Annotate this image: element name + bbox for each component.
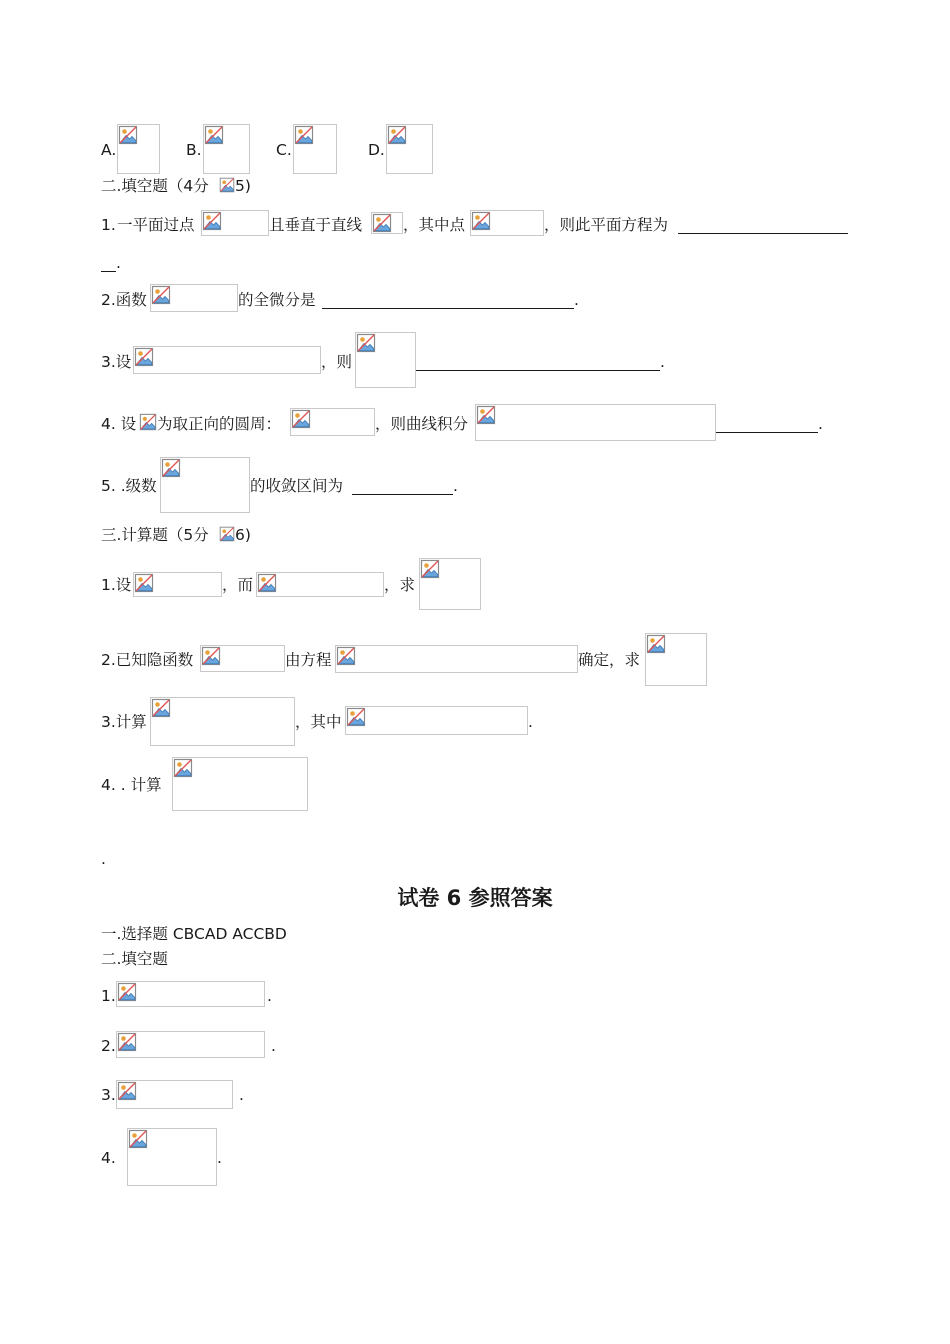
option-c-image: [293, 124, 337, 174]
q2-4-text-3: ，则曲线积分: [375, 415, 469, 433]
broken-image-icon: [204, 125, 224, 145]
broken-image-icon: [151, 698, 171, 718]
q3-1-text-3: ，求: [384, 576, 416, 594]
q3-1-image-given: [133, 572, 222, 597]
broken-image-icon: [134, 573, 154, 593]
q3-3-text-2: ，其中: [295, 713, 342, 731]
q2-4-text-1: 4. 设: [101, 415, 137, 433]
option-b-image: [203, 124, 250, 174]
answer-3-end: .: [239, 1086, 244, 1104]
q2-1-number: 1.: [101, 216, 116, 234]
q3-3-text-1: 3.计算: [101, 713, 147, 731]
answer-3-image: [116, 1080, 233, 1109]
q2-4-text-4: .: [818, 415, 823, 433]
broken-image-icon: [471, 211, 491, 231]
q2-1-text-1: 一平面过点: [117, 216, 195, 234]
q3-3-image-region: [345, 706, 528, 735]
section-2-header-left: 二.填空题（4分: [101, 177, 209, 195]
answer-4-image: [127, 1128, 217, 1186]
broken-image-icon: [372, 213, 392, 233]
q2-4-image-circle: [290, 408, 375, 436]
q2-1-text-5: .: [116, 254, 121, 272]
answer-4-label: 4.: [101, 1149, 116, 1167]
section-2-header-right: 5): [235, 177, 251, 195]
separator-dot: .: [101, 850, 106, 868]
broken-image-icon: [128, 1129, 148, 1149]
broken-image-icon: [646, 634, 666, 654]
broken-image-icon: [173, 758, 193, 778]
broken-image-icon: [161, 458, 181, 478]
broken-image-icon: [117, 982, 137, 1002]
q2-2-text-2: 的全微分是: [238, 291, 316, 309]
q2-1-image-line: [371, 212, 403, 234]
answers-multiple-choice: 一.选择题 CBCAD ACCBD: [101, 925, 287, 943]
q2-5-text-2: 的收敛区间为: [250, 477, 344, 495]
section-3-header-left: 三.计算题（5分: [101, 526, 209, 544]
answer-1-end: .: [267, 987, 272, 1005]
q3-1-text-1: 1.设: [101, 576, 132, 594]
broken-image-icon: [420, 559, 440, 579]
q2-1-answer-blank-cont: [101, 271, 116, 272]
broken-image-icon: [257, 573, 277, 593]
q2-5-text-1: 5. .级数: [101, 477, 157, 495]
q2-4-image-integral: [475, 404, 716, 441]
q3-4-text-1: 4. . 计算: [101, 776, 162, 794]
answers-title: 试卷 6 参照答案: [397, 886, 553, 910]
q2-1-text-3: ，其中点: [403, 216, 466, 234]
broken-image-icon: [294, 125, 314, 145]
q2-5-text-3: .: [453, 477, 458, 495]
broken-image-icon: [219, 176, 235, 194]
broken-image-icon: [346, 707, 366, 727]
broken-image-icon: [291, 409, 311, 429]
section-3-header-image: [219, 525, 235, 545]
option-c-label: C.: [276, 141, 292, 159]
q3-2-text-3: 确定，求: [578, 651, 641, 669]
broken-image-icon: [202, 211, 222, 231]
broken-image-icon: [117, 1081, 137, 1101]
section-2-header-image: [219, 176, 235, 196]
q2-1-image-point: [201, 210, 269, 236]
q2-1-text-2: 且垂直于直线: [269, 216, 363, 234]
answer-1-image: [116, 981, 265, 1007]
answer-3-label: 3.: [101, 1086, 116, 1104]
q2-3-image-given: [133, 346, 321, 374]
q3-3-image-integral: [150, 697, 295, 746]
broken-image-icon: [476, 405, 496, 425]
q2-3-text-3: .: [660, 353, 665, 371]
q2-4-image-curve: [139, 413, 157, 433]
q2-2-image-function: [150, 284, 238, 312]
broken-image-icon: [387, 125, 407, 145]
q2-1-text-4: ，则此平面方程为: [544, 216, 669, 234]
option-d-label: D.: [368, 141, 385, 159]
broken-image-icon: [219, 525, 235, 543]
q2-3-answer-blank: [416, 370, 660, 371]
answers-fill-header: 二.填空题: [101, 950, 168, 968]
option-d-image: [386, 124, 433, 174]
answer-2-image: [116, 1031, 265, 1058]
q3-4-image-integral: [172, 757, 308, 811]
q2-4-text-2: 为取正向的圆周：: [157, 415, 282, 433]
broken-image-icon: [151, 285, 171, 305]
q2-1-answer-blank: [678, 233, 848, 234]
q2-2-answer-blank: [322, 308, 574, 309]
q2-4-answer-blank: [716, 432, 818, 433]
q3-1-image-target: [419, 558, 481, 610]
q3-1-image-substitution: [256, 572, 384, 597]
answer-4-end: .: [217, 1149, 222, 1167]
option-a-image: [117, 124, 160, 174]
broken-image-icon: [139, 413, 157, 431]
q3-3-text-3: .: [528, 713, 533, 731]
q3-2-text-2: 由方程: [285, 651, 332, 669]
q3-1-text-2: ，而: [222, 576, 254, 594]
q2-3-image-expression: [355, 332, 416, 388]
q3-2-image-equation: [335, 645, 578, 673]
q2-1-image-midpoint: [470, 210, 544, 236]
q2-5-answer-blank: [352, 494, 453, 495]
q3-2-text-1: 2.已知隐函数: [101, 651, 194, 669]
broken-image-icon: [118, 125, 138, 145]
q3-2-image-target: [645, 633, 707, 686]
answer-2-end: .: [271, 1037, 276, 1055]
q2-5-image-series: [160, 457, 250, 513]
broken-image-icon: [201, 646, 221, 666]
broken-image-icon: [134, 347, 154, 367]
answer-2-label: 2.: [101, 1037, 116, 1055]
answer-1-label: 1.: [101, 987, 116, 1005]
option-b-label: B.: [186, 141, 202, 159]
broken-image-icon: [117, 1032, 137, 1052]
section-3-header-right: 6): [235, 526, 251, 544]
q2-3-text-2: ，则: [321, 353, 353, 371]
option-a-label: A.: [101, 141, 117, 159]
q2-2-text-3: .: [574, 291, 579, 309]
q2-2-text-1: 2.函数: [101, 291, 147, 309]
q3-2-image-implicit: [200, 645, 285, 672]
broken-image-icon: [356, 333, 376, 353]
broken-image-icon: [336, 646, 356, 666]
q2-3-text-1: 3.设: [101, 353, 132, 371]
